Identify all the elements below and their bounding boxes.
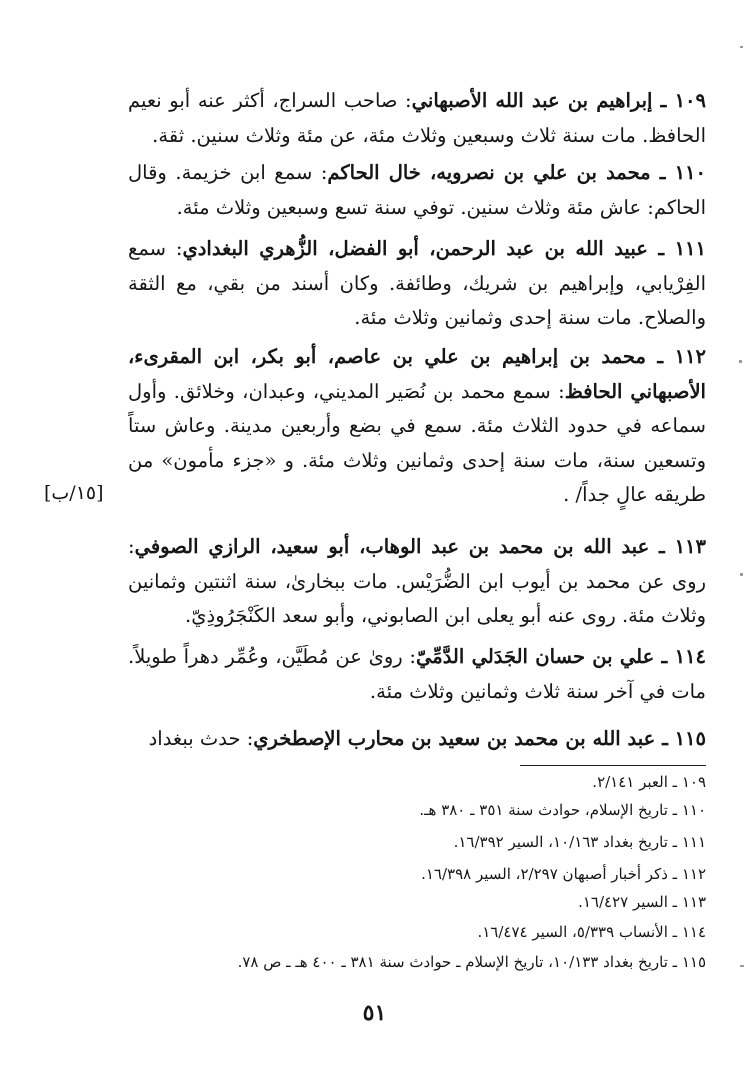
footnote-112: ١١٢ ـ ذكر أخبار أصبهان ٢/٢٩٧، السير ١٦/٣٩٨. (421, 865, 706, 883)
entry-name: محمد بن إبراهيم بن علي بن عاصم، أبو بكر، ابن المقرىء، الأصبهاني الحافظ (128, 345, 706, 403)
entry-text: : روى عن محمد بن أيوب ابن الضُّرَيْس. مات ببخارىٰ، سنة اثنتين وثمانين وثلاث مئة. روى عنه أبو يعلى ابن الصابوني، وأبو سعد الكَنْجَرُوذِيّ. (128, 535, 706, 627)
scan-speck (740, 965, 744, 967)
biography-entry-109: ١٠٩ ـ إبراهيم بن عبد الله الأصبهاني: صاحب السراج، أكثر عنه أبو نعيم الحافظ. مات سنة ثلاث وسبعين وثلاث مئة، عن مئة وثلاث سنين. ثقة. (128, 89, 706, 147)
entry-text: : سمع الفِرْيابي، وإبراهيم بن شريك، وطائفة. وكان أسند من بقي، مع الثقة والصلاح. مات سنة إحدى وثمانين وثلاث مئة. (128, 237, 706, 329)
biography-entry-115: ١١٥ ـ عبد الله بن محمد بن سعيد بن محارب الإصطخري: حدث ببغداد (148, 727, 706, 750)
entry-name: عبد الله بن محمد بن سعيد بن محارب الإصطخري (253, 727, 656, 750)
biography-entry-110: ١١٠ ـ محمد بن علي بن نصرويه، خال الحاكم: سمع ابن خزيمة. وقال الحاكم: عاش مئة وثلاث سنين. توفي سنة تسع وسبعين وثلاث مئة. (128, 161, 706, 219)
entry-number: ١١٤ (674, 645, 706, 668)
entry-text: : صاحب السراج، أكثر عنه أبو نعيم الحافظ. مات سنة ثلاث وسبعين وثلاث مئة، عن مئة وثلاث سنين. ثقة. (128, 89, 706, 147)
footnote-110: ١١٠ ـ تاريخ الإسلام، حوادث سنة ٣٥١ ـ ٣٨٠ هـ. (419, 801, 706, 819)
footnote-115: ١١٥ ـ تاريخ بغداد ١٠/١٣٣، تاريخ الإسلام ـ حوادث سنة ٣٨١ ـ ٤٠٠ هـ ـ ص ٧٨. (237, 953, 706, 971)
entry-number: ١٠٩ (674, 89, 706, 112)
page-number: ٥١ (362, 1000, 387, 1026)
entry-number: ١١٢ (674, 345, 706, 368)
entry-name: علي بن حسان الجَدَلي الدَّمِّيّ (416, 645, 655, 668)
entry-text: : سمع محمد بن نُصَير المديني، وعبدان، وخلائق. وأول سماعه في حدود الثلاث مئة. سمع في بضع وأربعين مدينة. وعاش ستاً وتسعين سنة، مات سنة إحدى وثمانين وثلاث مئة. و «جزء مأمون» من طريقه عالٍ جداً/ . (128, 379, 706, 506)
entry-name: محمد بن علي بن نصرويه، خال الحاكم (327, 161, 651, 184)
entry-name: إبراهيم بن عبد الله الأصبهاني (411, 89, 653, 112)
entry-name: عبيد الله بن عبد الرحمن، أبو الفضل، الزُّهري البغدادي (182, 237, 648, 260)
entry-text: : حدث ببغداد (148, 727, 254, 750)
scan-speck (739, 360, 742, 363)
entry-number: ١١٣ (674, 535, 706, 558)
biography-entry-113: ١١٣ ـ عبد الله بن محمد بن عبد الوهاب، أبو سعيد، الرازي الصوفي: روى عن محمد بن أيوب ابن الضُّرَيْس. مات ببخارىٰ، سنة اثنتين وثمانين وثلاث مئة. روى عنه أبو يعلى ابن الصابوني، وأبو سعد الكَنْجَرُوذِيّ. (128, 535, 706, 627)
entry-text: : سمع ابن خزيمة. وقال الحاكم: عاش مئة وثلاث سنين. توفي سنة تسع وسبعين وثلاث مئة. (128, 161, 706, 219)
entry-number: ١١٠ (674, 161, 706, 184)
manuscript-folio-marker: [١٥/ب] (44, 482, 104, 504)
scan-speck (740, 573, 743, 576)
entry-number: ١١٥ (674, 727, 706, 750)
biography-entry-114: ١١٤ ـ علي بن حسان الجَدَلي الدَّمِّيّ: روىٰ عن مُطَيَّن، وعُمِّر دهراً طويلاً. مات في آخر سنة ثلاث وثمانين وثلاث مئة. (128, 645, 706, 703)
footnote-111: ١١١ ـ تاريخ بغداد ١٠/١٦٣، السير ١٦/٣٩٢. (453, 833, 706, 851)
biography-entry-112: ١١٢ ـ محمد بن إبراهيم بن علي بن عاصم، أبو بكر، ابن المقرىء، الأصبهاني الحافظ: سمع محمد بن نُصَير المديني، وعبدان، وخلائق. وأول سماعه في حدود الثلاث مئة. سمع في بضع وأربعين مدينة. وعاش ستاً وتسعين سنة، مات سنة إحدى وثمانين وثلاث مئة. و «جزء مأمون» من طريقه عالٍ جداً/ . (128, 345, 706, 506)
entry-number: ١١١ (674, 237, 706, 260)
biography-entry-111: ١١١ ـ عبيد الله بن عبد الرحمن، أبو الفضل، الزُّهري البغدادي: سمع الفِرْيابي، وإبراهيم بن شريك، وطائفة. وكان أسند من بقي، مع الثقة والصلاح. مات سنة إحدى وثمانين وثلاث مئة. (128, 237, 706, 329)
footnote-separator (520, 765, 706, 766)
scan-speck (740, 46, 743, 48)
entry-name: عبد الله بن محمد بن عبد الوهاب، أبو سعيد، الرازي الصوفي (134, 535, 650, 558)
footnote-114: ١١٤ ـ الأنساب ٥/٣٣٩، السير ١٦/٤٧٤. (477, 923, 706, 941)
entry-text: : روىٰ عن مُطَيَّن، وعُمِّر دهراً طويلاً. مات في آخر سنة ثلاث وثمانين وثلاث مئة. (128, 645, 706, 703)
footnote-109: ١٠٩ ـ العبر ٢/١٤١. (592, 773, 706, 791)
footnote-113: ١١٣ ـ السير ١٦/٤٢٧. (578, 893, 706, 911)
